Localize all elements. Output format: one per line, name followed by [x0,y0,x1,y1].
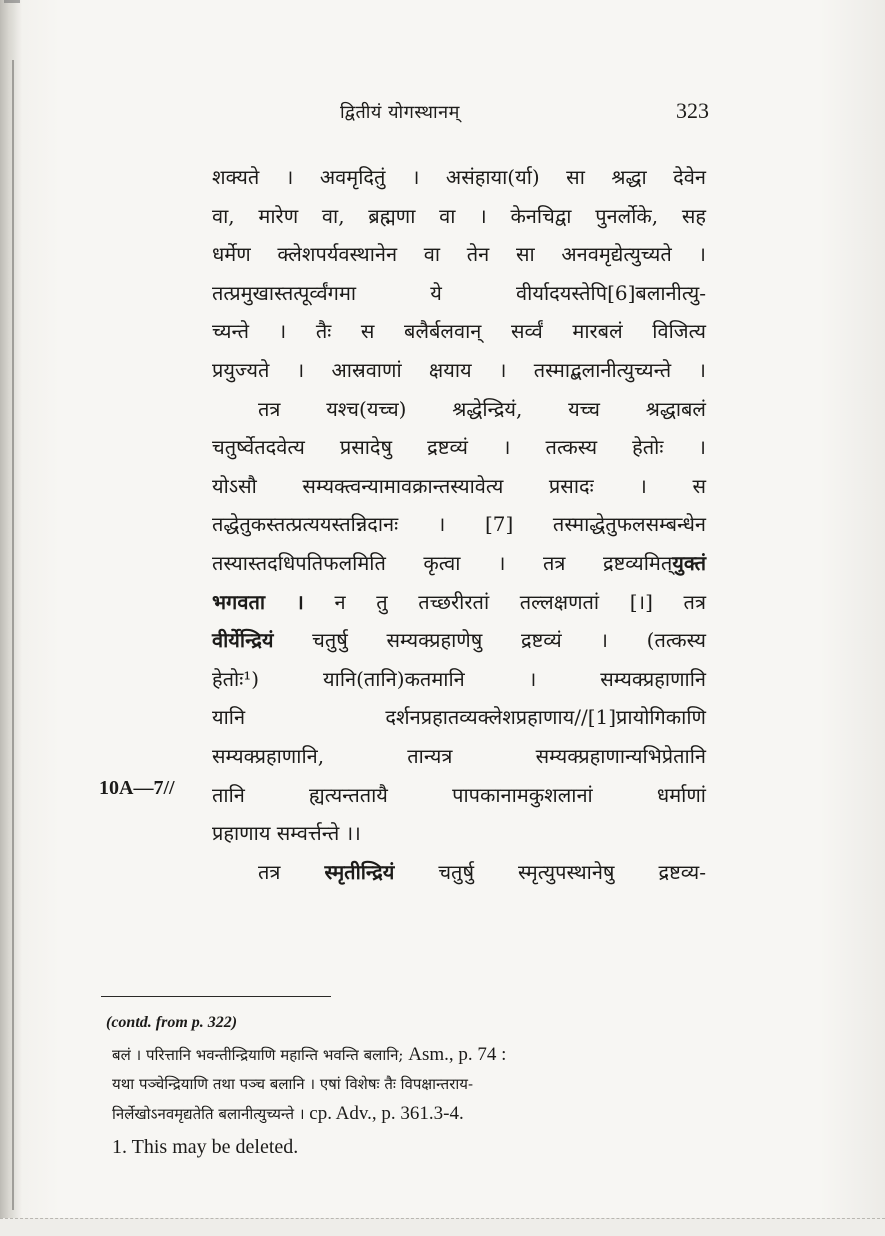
text-line: वा, मारेण वा, ब्रह्मणा वा । केनचिद्वा पुनर्लोके, सह [212,203,706,228]
binding-line [12,60,14,1210]
text-segment: न तु तच्छरीरतां तल्लक्षणतां [।] तत्र [303,589,706,614]
bold-term: युक्तं [672,550,706,575]
main-text-block [212,158,706,891]
text-line: सम्यक्प्रहाणानि, तान्यत्र सम्यक्प्रहाणान्यभिप्रेतानि [212,743,706,768]
text-segment: चतुर्षु स्मृत्युपस्थानेषु द्रष्टव्य- [394,859,706,884]
bold-term: स्मृतीन्द्रियं [324,859,395,884]
text-segment: तत्र [258,859,325,884]
text-segment: तस्यास्तदधिपतिफलमिति कृत्वा । तत्र द्रष्टव्यमित् [212,550,673,575]
paragraph-start-line [212,853,706,892]
footnote-line [112,1040,718,1070]
page-number: 323 [676,98,709,123]
text-line [212,583,706,622]
bold-term: भगवता । [212,589,304,614]
footnote-line: यथा पञ्चेन्द्रियाणि तथा पञ्च बलानि । एषां विशेषः तैः विपक्षान्तराय- [112,1075,474,1093]
text-line: तानि ह्यत्यन्ततायै पापकानामकुशलानां धर्माणां [212,782,706,807]
manuscript-folio-reference: 10A—7// [99,777,175,799]
text-line: धर्मेण क्लेशपर्यवस्थानेन वा तेन सा अनवमृद्येत्युच्यते । [212,242,706,267]
footnote-citation: Asm., p. 74 : [403,1044,507,1065]
text-line: च्यन्ते । तैः स बलैर्बलवान् सर्व्वं मारबलं विजित्य [212,319,706,344]
footnote-continuation-label: (contd. from p. 322) [106,1014,238,1031]
text-line: यानि दर्शनप्रहातव्यक्लेशप्रहाणाय//[1]प्रायोगिकाणि [212,705,706,730]
book-spine-shadow [0,0,22,1235]
text-line: योऽसौ सम्यक्त्वन्यामावक्रान्तस्यावेत्य प्रसादः । स [212,473,706,498]
text-line: शक्यते । अवमृदितुं । असंहाया(र्या) सा श्रद्धा देवेन [212,165,706,189]
footnote-line [112,1099,718,1129]
running-title: द्वितीयं योगस्थानम् [340,102,460,123]
footnote-citation: cp. Adv., p. 361.3-4. [304,1103,464,1124]
text-line [212,621,706,660]
binding-mark [4,0,20,19]
page-bottom-edge [0,1218,885,1236]
text-line [212,544,706,583]
text-line: तत्प्रमुखास्तत्पूर्व्वंगमा ये वीर्यादयस्तेपि[6]बलानीत्यु- [212,280,706,305]
text-line: प्रहाणाय सम्वर्त्तन्ते ।। [212,821,361,846]
footnote-1: 1. This may be deleted. [112,1136,299,1158]
footnote-deva: बलं । परित्तानि भवन्तीन्द्रियाणि महान्ति भवन्ति बलानि; [112,1046,404,1064]
text-segment: चतुर्षु सम्यक्प्रहाणेषु द्रष्टव्यं । (तत्कस्य [273,628,706,653]
bold-term: वीर्येन्द्रियं [212,628,274,653]
footnote-block [112,1040,718,1129]
text-line: चतुर्ष्वेतदवेत्य प्रसादेषु द्रष्टव्यं । तत्कस्य हेतोः । [212,435,706,460]
text-line: प्रयुज्यते । आस्रवाणां क्षयाय । तस्माद्बलानीत्युच्यन्ते । [212,357,706,382]
footnote-deva: निर्लेखोऽनवमृद्यतेति बलानीत्युच्यन्ते । [112,1105,305,1123]
paragraph-start-line: तत्र यश्च(यच्च) श्रद्धेन्द्रियं, यच्च श्रद्धाबलं [258,396,706,421]
footnote-rule [101,996,331,997]
text-line: तद्धेतुकस्तत्प्रत्ययस्तन्निदानः । [7] तस्माद्धेतुफलसम्बन्धेन [212,512,706,537]
text-line: हेतोः¹) यानि(तानि)कतमानि । सम्यक्प्रहाणानि [212,666,706,691]
